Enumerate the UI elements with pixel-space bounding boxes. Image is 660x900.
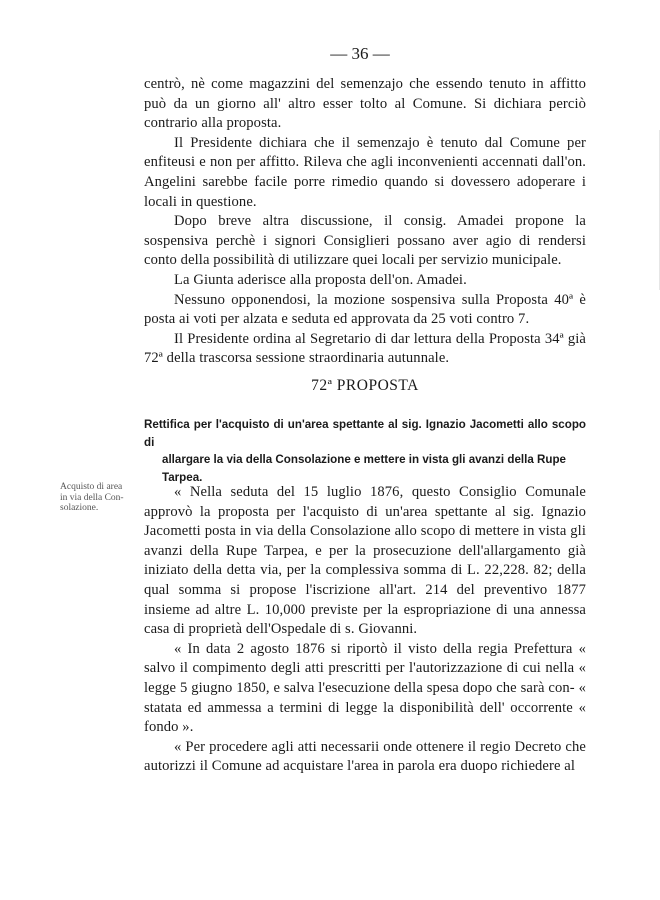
paragraph: centrò, nè come magazzini del semenzajo che essendo tenuto in affitto può da un giorno all' altro esser tolto al Comune. Si dichiara perciò contrario alla proposta. <box>144 76 586 132</box>
margin-note <box>60 482 140 514</box>
section-title-line: Rettifica per l'acquisto di un'area spettante al sig. Ignazio Jacometti allo scopo di <box>144 418 586 449</box>
paragraph: Dopo breve altra discussione, il consig. Amadei propone la sospensiva perchè i signori Consiglieri possano aver agio di rendersi conto della possibilità di utilizzare quei locali per servizio municipale. <box>144 213 586 269</box>
section-title-line: allargare la via della Consolazione e mettere in vista gli avanzi della Rupe <box>162 453 566 466</box>
paragraph: « In data 2 agosto 1876 si riportò il visto della regia Prefettura « salvo il compimento degli atti prescritti per l'autorizzazione di cui nella « legge 5 giugno 1850, e salva l'esecuzione della spesa dopo che sarà con- « statata ed ammessa a termini di legge la disponibilità dell' occorrente « fondo ». <box>144 640 586 736</box>
paragraph: Il Presidente ordina al Segretario di dar lettura della Proposta 34ª già 72ª della trascorsa sessione straordinaria autunnale. <box>144 330 586 367</box>
margin-note-line: Acquisto di area <box>60 482 123 492</box>
section-title <box>144 416 586 486</box>
section-title-line: Tarpea. <box>162 470 203 484</box>
page-number: — 36 — <box>330 44 390 63</box>
upper-text-block <box>144 75 586 369</box>
paragraph: Il Presidente dichiara che il semenzajo è tenuto dal Comune per enfiteusi e non per affitto. Rileva che agli inconvenienti accennati dall'on. Angelini sarebbe facile porre rimedio quando si dovessero adoperare i locali in questione. <box>144 134 586 210</box>
paragraph: « Per procedere agli atti necessarii onde ottenere il regio Decreto che autorizzi il Comune ad acquistare l'area in parola era duopo richiedere al <box>144 738 586 775</box>
lower-text-block <box>144 483 586 777</box>
paragraph: « Nella seduta del 15 luglio 1876, questo Consiglio Comunale approvò la proposta per l'acquisto di un'area spettante al sig. Ignazio Jacometti posta in via della Consolazione allo scopo di mettere in vista gli avanzi della Rupe Tarpea, e per la prosecuzione dell'allargamento già iniziato della detta via, per la complessiva somma di L. 22,228. 82; della qual somma si propose l'iscrizione all'art. 214 del preventivo 1877 insieme ad altre L. 10,000 previste per la espropriazione di una annessa casa di proprietà dell'Ospedale di s. Giovanni. <box>144 484 586 638</box>
paragraph: La Giunta aderisce alla proposta dell'on. Amadei. <box>174 271 467 288</box>
margin-note-line: solazione. <box>60 503 99 513</box>
margin-note-line: in via della Con- <box>60 492 124 503</box>
paragraph: Nessuno opponendosi, la mozione sospensiva sulla Proposta 40ª è posta ai voti per alzata e seduta ed approvata da 25 voti contro 7. <box>144 291 586 328</box>
section-heading: 72ª PROPOSTA <box>311 377 419 394</box>
